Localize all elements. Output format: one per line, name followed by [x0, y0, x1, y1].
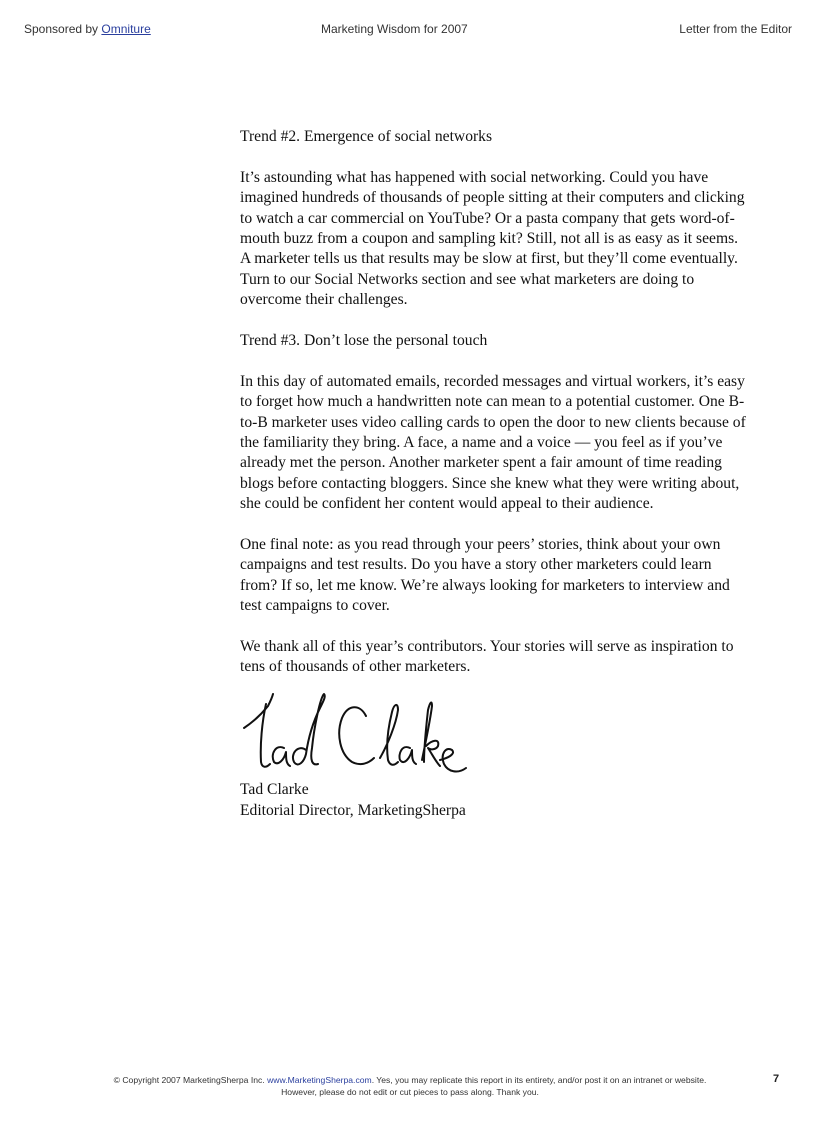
signer-title: Editorial Director, MarketingSherpa [240, 801, 466, 819]
signoff-block [240, 780, 750, 821]
trend-2-heading: Trend #2. Emergence of social networks [240, 128, 493, 145]
sponsor-link[interactable]: Omniture [101, 22, 151, 36]
footer-line-2: However, please do not edit or cut pieces to pass along. Thank you. [281, 1087, 539, 1097]
thanks-paragraph: We thank all of this year’s contributors. Your stories will serve as inspiration to tens of thousands of other marketers. [240, 638, 734, 676]
signer-name: Tad Clarke [240, 781, 309, 799]
handwritten-signature [240, 688, 468, 780]
trend-3-heading: Trend #3. Don’t lose the personal touch [240, 332, 488, 350]
sponsor-credit [24, 22, 151, 36]
website-link[interactable]: www.MarketingSherpa.com [267, 1075, 372, 1085]
final-note-paragraph: One final note: as you read through your peers’ stories, think about your own campaigns and test results. Do you have a story other marketers could learn from? If so, let me know. We’re always looking for marketers to interview and test campaigns to cover. [240, 536, 730, 615]
footer-line-1 [60, 1074, 760, 1086]
letter-body [240, 127, 750, 821]
replication-notice: . Yes, you may replicate this report in its entirety, and/or post it on an intranet or website. [371, 1075, 707, 1085]
page-number: 7 [773, 1073, 780, 1085]
social-networks-paragraph: It’s astounding what has happened with social networking. Could you have imagined hundreds of thousands of people sitting at their computers and clicking to watch a car commercial on YouTube? Or a pasta company that gets word-of-mouth buzz from a coupon and sampling kit? Still, not all is as easy as it seems. A marketer tells us that results may be slow at first, but they’ll come eventually. Turn to our Social Networks section and see what marketers are doing to overcome their challenges. [240, 168, 745, 309]
page-header [24, 22, 792, 40]
personal-touch-paragraph: In this day of automated emails, recorded messages and virtual workers, it’s easy to forget how much a handwritten note can mean to a potential customer. One B-to-B marketer uses video calling cards to open the door to new clients because of the familiarity they bring. A face, a name and a voice — you feel as if you’ve already met the person. Another marketer spent a fair amount of time reading blogs before contacting bloggers. Since she knew what they were writing about, she could be confident her content would appeal to their audience. [240, 372, 746, 513]
section-title: Letter from the Editor [679, 22, 792, 36]
page-footer [60, 1074, 760, 1098]
sponsored-by-label: Sponsored by [24, 22, 99, 36]
copyright-text: © Copyright 2007 MarketingSherpa Inc. [113, 1075, 265, 1085]
publication-title: Marketing Wisdom for 2007 [321, 22, 468, 36]
